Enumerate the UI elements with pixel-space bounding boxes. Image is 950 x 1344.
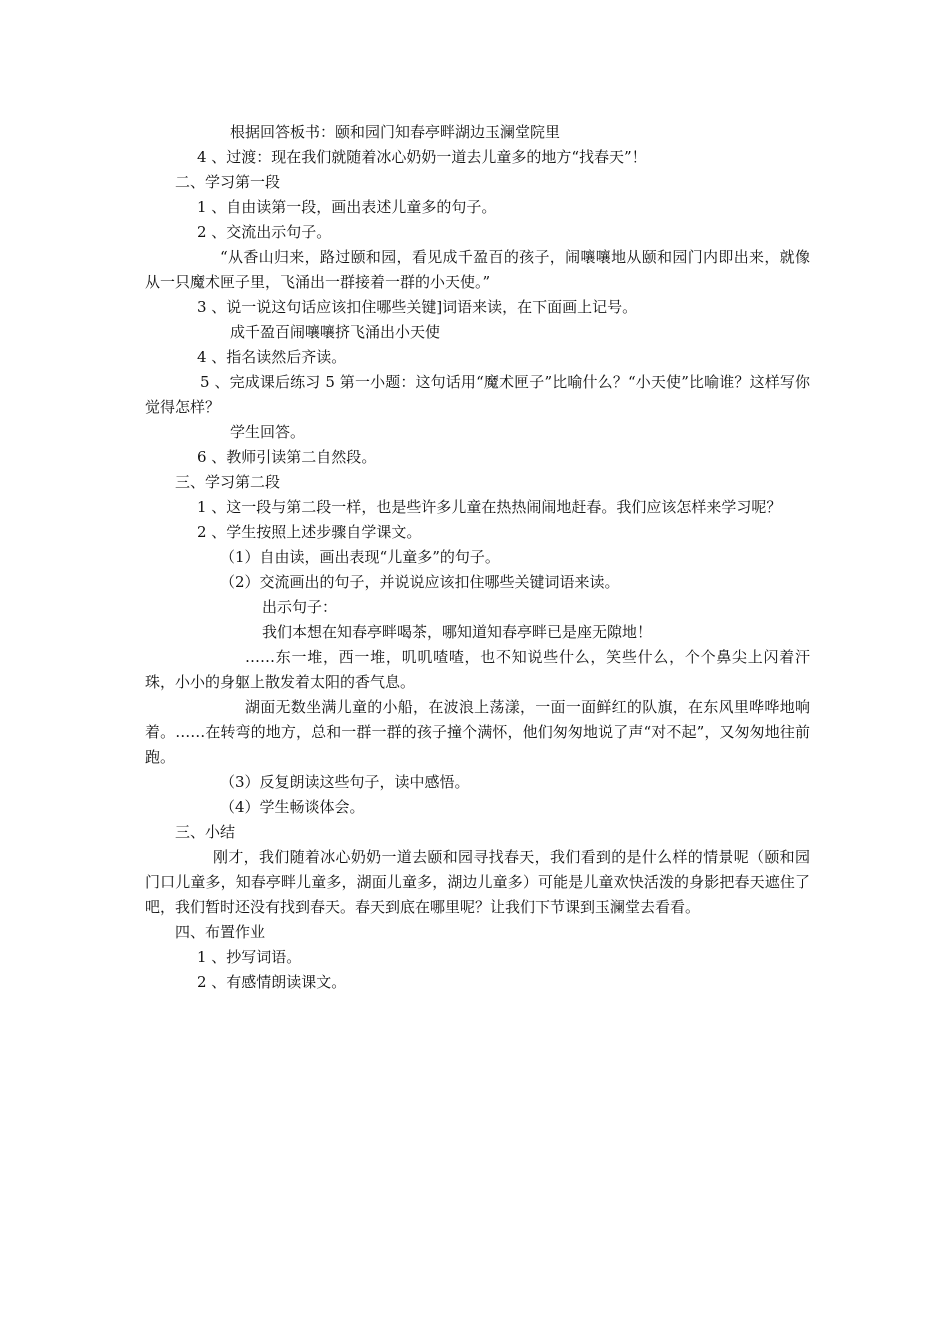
list-item: 2 、交流出示句子。 [197, 223, 332, 241]
list-item: 6 、教师引读第二自然段。 [197, 448, 377, 466]
list-item: 2 、有感情朗读课文。 [197, 973, 347, 991]
example-sentence: 我们本想在知春亭畔喝茶，哪知道知春亭畔已是座无隙地！ [262, 623, 653, 641]
board-writing-line: 根据回答板书：颐和园门知春亭畔湖边玉澜堂院里 [230, 123, 561, 141]
sub-item: （2）交流画出的句子，并说说应该扣住哪些关键词语来读。 [220, 573, 620, 591]
key-words-line: 成千盈百闹嚷嚷挤飞涌出小天使 [230, 323, 441, 341]
section-heading-4: 四、布置作业 [175, 923, 266, 941]
section-heading-summary: 三、小结 [175, 823, 236, 841]
list-item: 1 、这一段与第二段一样，也是些许多儿童在热热闹闹地赶春。我们应该怎样来学习呢？ [197, 498, 782, 516]
transition-item: 4 、过渡：现在我们就随着冰心奶奶一道去儿童多的地方“找春天”！ [197, 148, 647, 166]
list-item: 1 、自由读第一段，画出表述儿童多的句子。 [197, 198, 497, 216]
show-sentence-label: 出示句子： [262, 598, 338, 616]
list-item: 4 、指名读然后齐读。 [197, 348, 347, 366]
section-heading-2: 二、学习第一段 [175, 173, 281, 191]
summary-paragraph: 刚才，我们随着冰心奶奶一道去颐和园寻找春天，我们看到的是什么样的情景呢（颐和园门口儿童多，知春亭畔儿童多，湖面儿童多，湖边儿童多）可能是儿童欢快活泼的身影把春天遮住了吧，我们暂时还没有找到春天。春天到底在哪里呢？让我们下节课到玉澜堂去看看。 [145, 848, 810, 916]
student-answer-line: 学生回答。 [230, 423, 306, 441]
sub-item: （1）自由读，画出表现“儿童多”的句子。 [220, 548, 500, 566]
document-page [145, 120, 810, 995]
quoted-sentence: “从香山归来，路过颐和园，看见成千盈百的孩子，闹嚷嚷地从颐和园门内即出来，就像从一只魔术匣子里，飞涌出一群接着一群的小天使。” [145, 248, 810, 291]
example-sentence: 湖面无数坐满儿童的小船，在波浪上荡漾，一面一面鲜红的队旗，在东风里哗哗地响着。……在转弯的地方，总和一群一群的孩子撞个满怀，他们匆匆地说了声“对不起”，又匆匆地往前跑。 [145, 698, 810, 766]
list-item: 2 、学生按照上述步骤自学课文。 [197, 523, 422, 541]
section-heading-3: 三、学习第二段 [175, 473, 281, 491]
sub-item: （3）反复朗读这些句子，读中感悟。 [220, 773, 470, 791]
example-sentence: ……东一堆，西一堆，叽叽喳喳，也不知说些什么，笑些什么，个个鼻尖上闪着汗珠，小小的身躯上散发着太阳的香气息。 [145, 648, 810, 691]
exercise-item: 5 、完成课后练习 5 第一小题：这句话用“魔术匣子”比喻什么？“小天使”比喻谁？这样写你觉得怎样？ [145, 373, 810, 416]
list-item: 1 、抄写词语。 [197, 948, 302, 966]
sub-item: （4）学生畅谈体会。 [220, 798, 365, 816]
list-item: 3 、说一说这句话应该扣住哪些关键]词语来读，在下面画上记号。 [197, 298, 638, 316]
